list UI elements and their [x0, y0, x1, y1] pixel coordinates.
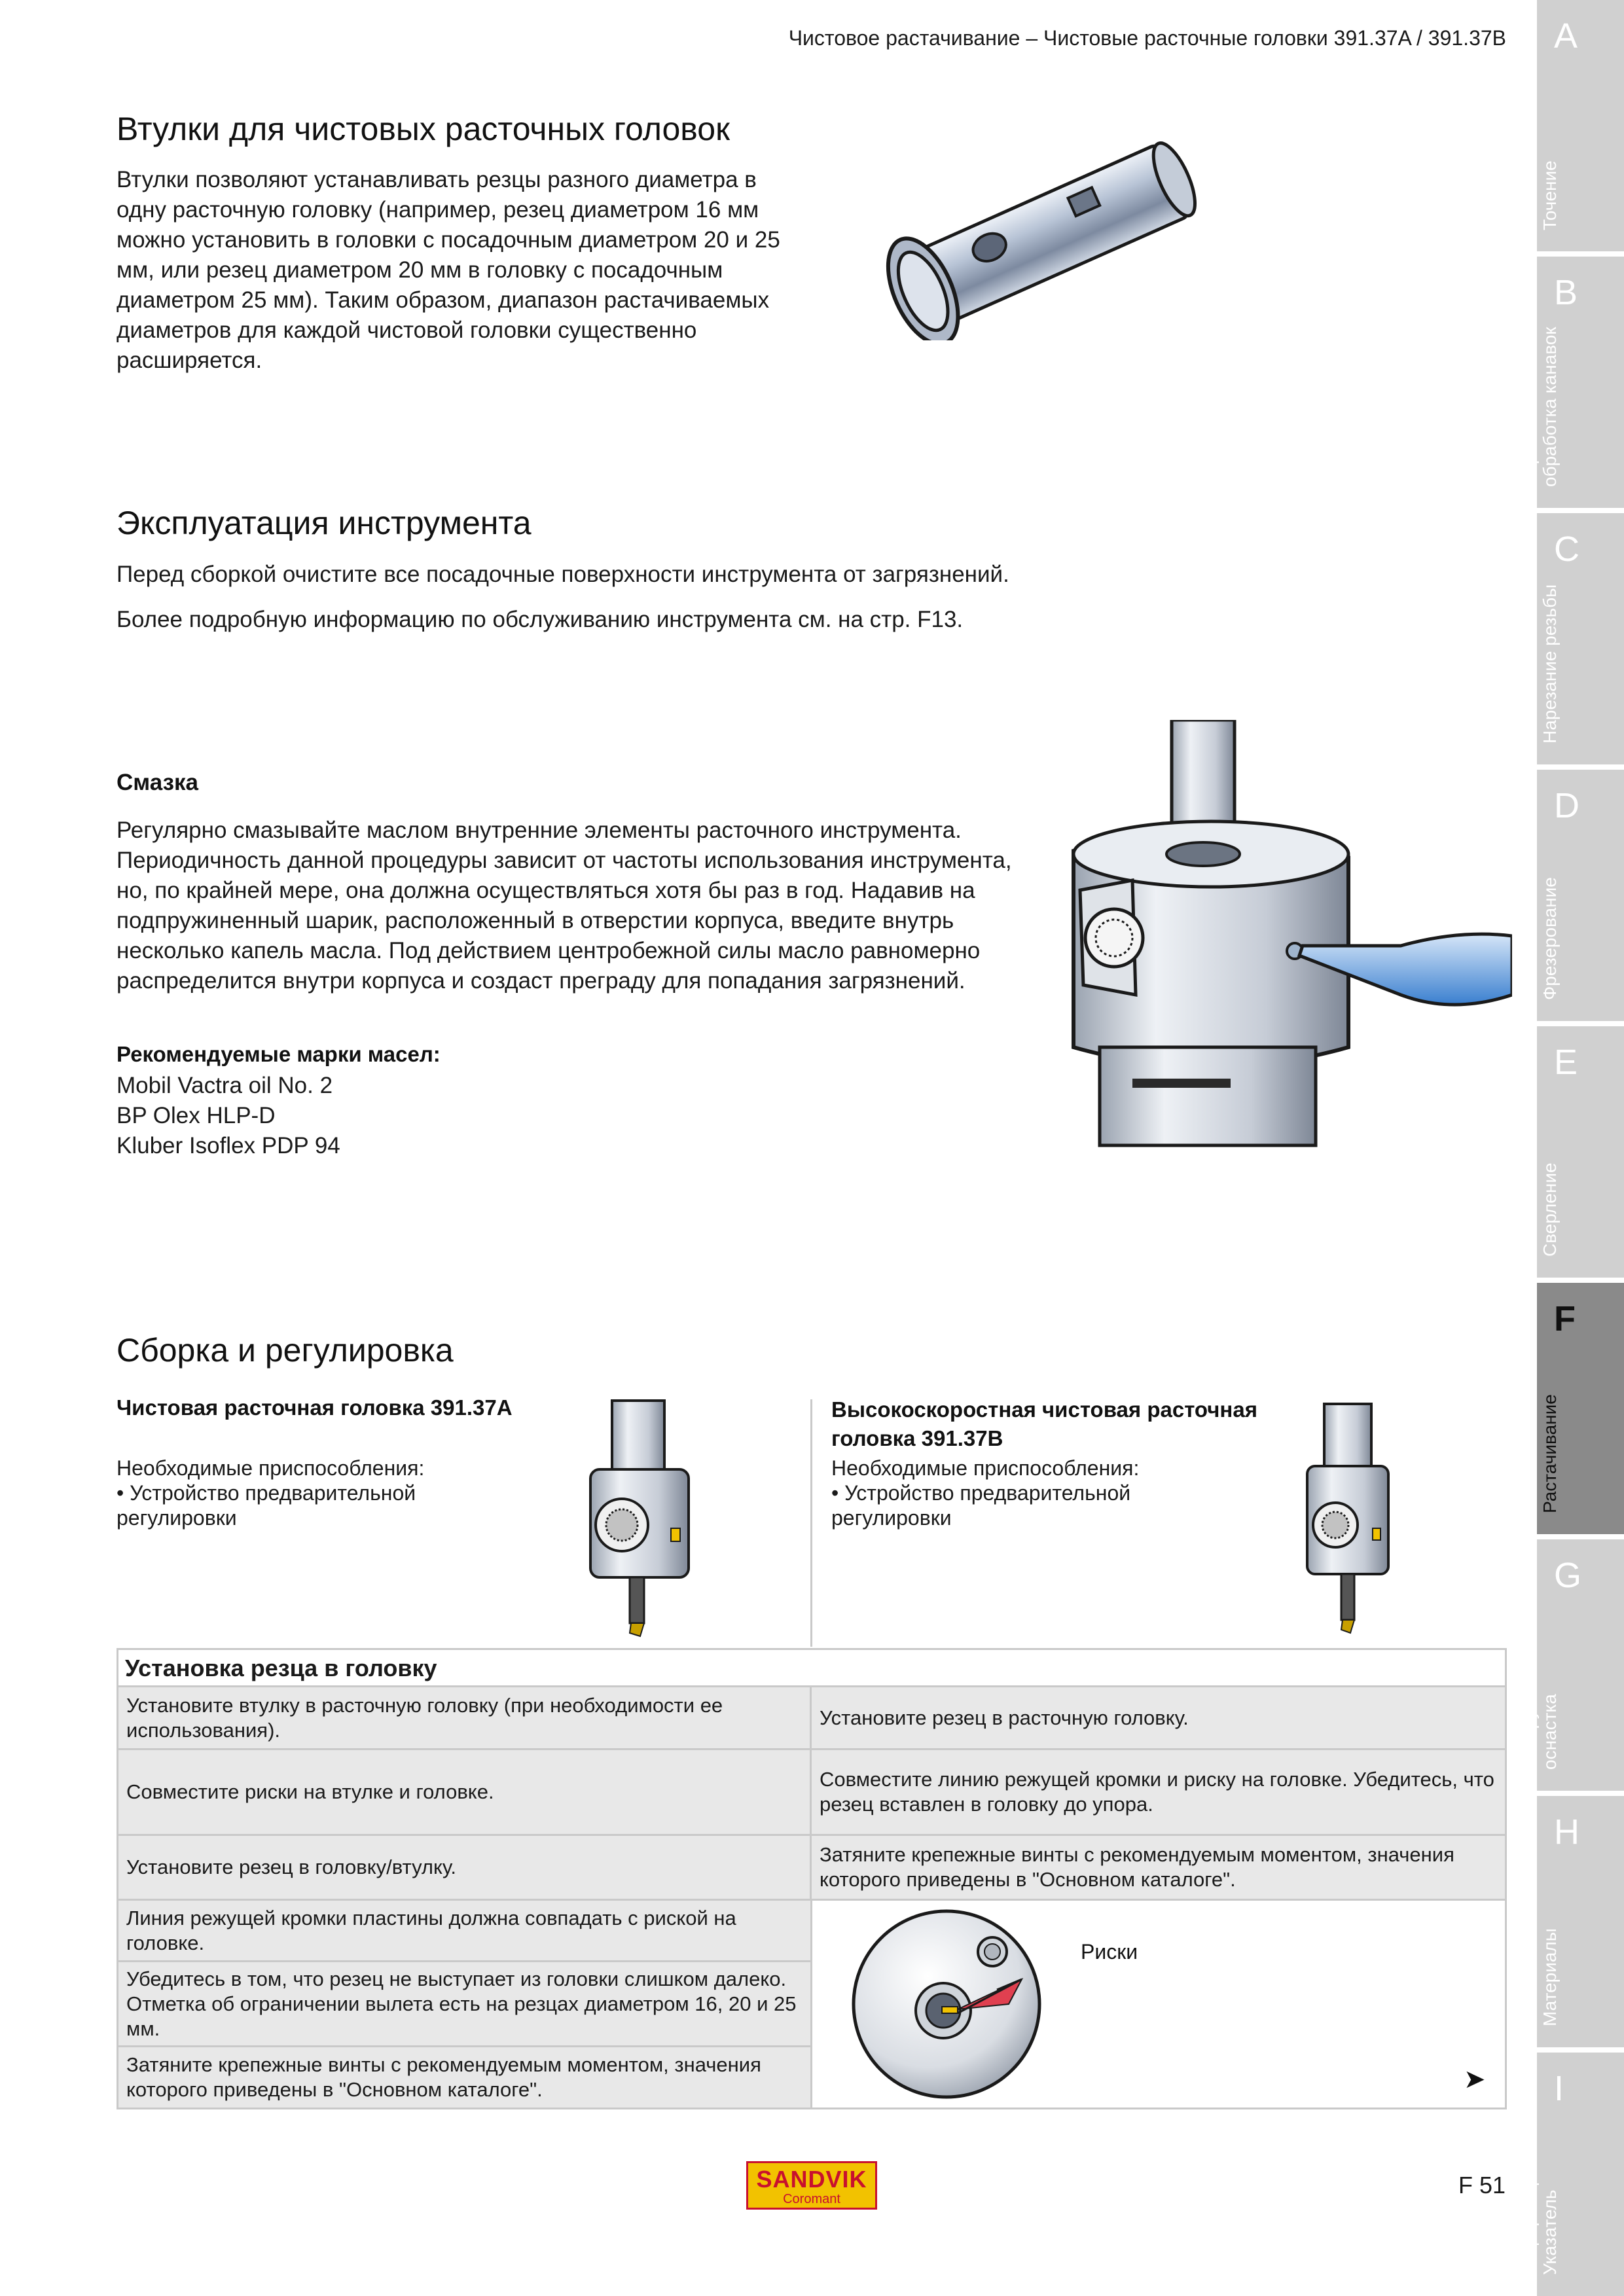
sidebar-tab-g[interactable]: G Инструментальная оснастка — [1537, 1539, 1624, 1791]
operation-p2: Более подробную информацию по обслуживанию инструмента см. на стр. F13. — [117, 607, 964, 632]
sidebar-tab-h[interactable]: H Материалы — [1537, 1796, 1624, 2047]
sidebar-tab-e[interactable]: E Сверление — [1537, 1026, 1624, 1278]
tab-letter: C — [1554, 529, 1579, 569]
running-head: Чистовое растачивание – Чистовые расточные головки 391.37A / 391.37B — [788, 26, 1506, 50]
oils-label: Рекомендуемые марки масел: — [117, 1042, 441, 1066]
sidebar-tab-c[interactable]: C Нарезание резьбы — [1537, 513, 1624, 764]
logo-line2: Coromant — [783, 2192, 840, 2206]
oil-item: BP Olex HLP-D — [117, 1103, 276, 1128]
tab-letter: I — [1554, 2069, 1564, 2108]
sandvik-coromant-logo — [746, 2161, 877, 2210]
head-a-requirements — [117, 1456, 483, 1530]
oil-item: Mobil Vactra oil No. 2 — [117, 1073, 333, 1098]
boring-head-lubrication-illustration — [1060, 720, 1512, 1152]
boring-head-391-37b-image — [1299, 1401, 1398, 1636]
table-cell: Затяните крепежные винты с рекомендуемым моментом, значения которого приведены в "Основном каталоге". — [812, 1836, 1505, 1899]
head-b-req-item: • Устройство предварительной регулировки — [831, 1481, 1131, 1530]
table-title: Установка резца в головку — [118, 1650, 1505, 1687]
marks-illustration-cell — [812, 1901, 1505, 2108]
table-cell: Установите резец в расточную головку. — [812, 1687, 1505, 1748]
table-cell-stack — [118, 1901, 812, 2108]
table-cell: Затяните крепежные винты с рекомендуемым моментом, значения которого приведены в "Основном каталоге". — [118, 2047, 810, 2108]
head-a-title: Чистовая расточная головка 391.37A — [117, 1395, 513, 1420]
page-number: F 51 — [1458, 2172, 1506, 2198]
lubrication-title: Смазка — [117, 770, 198, 795]
sidebar-tab-f[interactable]: F Растачивание — [1537, 1283, 1624, 1534]
tab-letter: F — [1554, 1299, 1576, 1338]
table-cell: Установите втулку в расточную головку (при необходимости ее использования). — [118, 1687, 812, 1748]
head-marks-illustration — [845, 1906, 1055, 2102]
table-cell: Совместите риски на втулке и головке. — [118, 1750, 812, 1834]
table-cell: Линия режущей кромки пластины должна совпадать с риской на головке. — [118, 1901, 810, 1962]
oil-item: Kluber Isoflex PDP 94 — [117, 1133, 340, 1158]
section-title-sleeves: Втулки для чистовых расточных головок — [117, 111, 730, 147]
sidebar-tab-i[interactable]: I Информация/ Указатель — [1537, 2053, 1624, 2296]
sidebar-tab-d[interactable]: D Фрезерование — [1537, 770, 1624, 1021]
sleeve-illustration — [864, 124, 1231, 340]
tab-letter: G — [1554, 1556, 1582, 1595]
logo-line1: SANDVIK — [756, 2166, 867, 2193]
table-row — [118, 1901, 1505, 2108]
head-b-requirements — [831, 1456, 1198, 1530]
table-cell: Установите резец в головку/втулку. — [118, 1836, 812, 1899]
table-cell: Совместите линию режущей кромки и риску на головке. Убедитесь, что резец вставлен в головку до упора. — [812, 1750, 1505, 1834]
section-title-operation: Эксплуатация инструмента — [117, 505, 532, 541]
sidebar-tab-a[interactable]: A Точение — [1537, 0, 1624, 251]
marks-callout-label: Риски — [1081, 1940, 1138, 1964]
head-b-title: Высокоскоростная чистовая расточная головка 391.37B — [831, 1397, 1257, 1450]
head-a-req-item: • Устройство предварительной регулировки — [117, 1481, 416, 1530]
table-row — [118, 1687, 1505, 1750]
section-title-assembly: Сборка и регулировка — [117, 1332, 454, 1369]
head-a-req-label: Необходимые приспособления: — [117, 1456, 425, 1480]
table-cell: Убедитесь в том, что резец не выступает из головки слишком далеко. Отметка об ограничении вылета есть на резцах диаметром 16, 20 и 25 мм. — [118, 1962, 810, 2047]
lubrication-text: Регулярно смазывайте маслом внутренние элементы расточного инструмента. Периодичность данной процедуры зависит от частоты использования инструмента, но, по крайней мере, она должна осуществляться хотя бы раз в год. Надавив на подпружиненный шарик, расположенный в отверстии корпуса, введите внутрь несколько капель масла. Под действием центробежной силы масло равномерно распределится внутри корпуса и создаст преграду для попадания загрязнений. — [117, 817, 1012, 994]
sleeves-text: Втулки позволяют устанавливать резцы разного диаметра в одну расточную головку (например, резец диаметром 16 мм можно установить в головки с посадочным диаметром 20 и 25 мм, или резец диаметром 20 мм в головку с посадочным диаметром 25 мм). Таким образом, диапазон растачиваемых диаметров для каждой чистовой головки существенно расширяется. — [117, 167, 780, 373]
sidebar-tab-b[interactable]: B Отрезка и обработка канавок — [1537, 257, 1624, 508]
table-row — [118, 1750, 1505, 1836]
tab-letter: A — [1554, 16, 1578, 56]
tab-letter: D — [1554, 786, 1579, 825]
boring-head-391-37a-image — [576, 1397, 707, 1640]
column-divider — [810, 1399, 812, 1647]
tab-letter: H — [1554, 1812, 1579, 1852]
sleeve-installation-table — [117, 1648, 1507, 2109]
operation-p1: Перед сборкой очистите все посадочные поверхности инструмента от загрязнений. — [117, 562, 1009, 587]
table-row — [118, 1836, 1505, 1901]
continue-arrow-icon: ➤ — [1464, 2065, 1486, 2094]
chapter-sidebar — [1519, 0, 1624, 2296]
head-b-req-label: Необходимые приспособления: — [831, 1456, 1140, 1480]
oil-list — [117, 1071, 340, 1161]
tab-letter: B — [1554, 273, 1578, 312]
tab-letter: E — [1554, 1043, 1578, 1082]
